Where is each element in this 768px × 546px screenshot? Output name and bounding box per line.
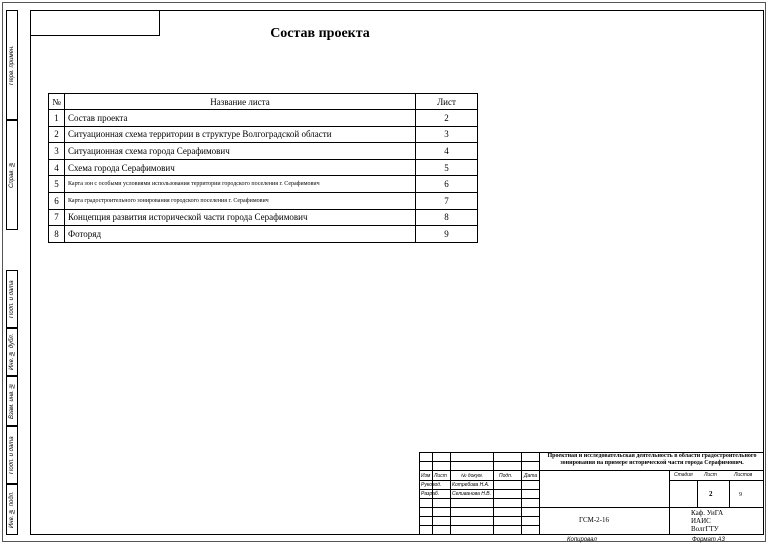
row-sheet-name: Карта зон с особыми условиями использования территории городского поселения г. Серафимович [65,176,416,193]
side-label-sign-date-2: Подп. и дата [9,436,15,474]
table-row [49,209,478,226]
row-sheet-name: Схема города Серафимович [65,159,416,176]
role-developer: Разраб. [421,491,440,497]
table-row [49,159,478,176]
row-sheet-number: 2 [416,110,478,127]
stamp-line [419,507,764,508]
title-block-stamp [419,452,764,535]
table-row [49,176,478,193]
stamp-line [521,452,522,535]
table-row [49,110,478,127]
project-title: Проектная и исследовательская деятельность в области градостроительного зонирования на примере исторической части города Серафимович. [547,453,757,466]
row-number: 3 [49,143,65,160]
row-sheet-number: 8 [416,209,478,226]
header-number: № [49,94,65,110]
row-sheet-number: 4 [416,143,478,160]
stamp-line [493,452,494,535]
col-doc: № докум. [461,473,484,479]
sheets-label: Листов [734,472,753,478]
stage-label: Стадия [674,472,693,478]
row-sheet-name: Ситуационная схема территории в структуре Волгоградской области [65,126,416,143]
row-number: 4 [49,159,65,176]
side-label-ref-no: Справ. № [9,161,15,189]
row-number: 6 [49,192,65,209]
row-sheet-name: Ситуационная схема города Серафимович [65,143,416,160]
row-number: 2 [49,126,65,143]
format-label: Формат А3 [692,537,725,543]
stamp-line [669,480,764,481]
col-sign: Подп. [499,473,513,479]
org-line-3: ВолгГТУ [691,525,719,533]
sheet-label: Лист [704,472,717,478]
stamp-line [450,452,451,535]
row-number: 5 [49,176,65,193]
copied-label: Копировал [567,537,597,543]
col-izm: Изм [421,473,431,479]
table-row [49,126,478,143]
col-list: Лист [434,473,447,479]
org-name [691,509,723,533]
row-number: 8 [49,226,65,243]
org-line-1: Каф. УиГА [691,509,724,517]
stamp-line [539,452,540,535]
side-label-dup-inv: Инв. № дубл. [9,333,15,371]
document-code: ГСМ-2-16 [579,516,610,524]
row-sheet-name: Концепция развития исторической части города Серафимович [65,209,416,226]
header-sheet: Лист [416,94,478,110]
header-sheet-name: Название листа [65,94,416,110]
developer-name: Селиванова Н.В. [452,491,492,497]
row-sheet-number: 3 [416,126,478,143]
table-row [49,143,478,160]
row-sheet-name: Фоторяд [65,226,416,243]
stamp-line [697,480,698,507]
side-label-orig-inv: Инв. № подл. [9,491,15,528]
row-sheet-number: 7 [416,192,478,209]
row-number: 1 [49,110,65,127]
org-line-2: ИАИС [691,517,711,525]
row-sheet-number: 6 [416,176,478,193]
row-number: 7 [49,209,65,226]
col-date: Дата [524,473,538,479]
role-supervisor: Руковод. [421,482,442,488]
table-row [49,226,478,243]
table-row [49,192,478,209]
sheets-value: 9 [739,492,742,498]
row-sheet-number: 5 [416,159,478,176]
row-sheet-name: Состав проекта [65,110,416,127]
side-label-replace-inv: Взам. инв. № [9,382,15,420]
page-title: Состав проекта [270,26,370,41]
stamp-line [669,470,670,535]
row-sheet-name: Карта градостроительного зонирования городского поселения г. Серафимович [65,192,416,209]
side-label-first-use: Перв. примен. [9,45,15,85]
supervisor-name: Котребова Н.А. [452,482,490,488]
side-label-sign-date-1: Подп. и дата [9,280,15,318]
table-header-row [49,94,478,110]
sheet-list-table [48,93,478,243]
stamp-line [419,470,764,471]
top-left-stamp-box [30,10,160,36]
stamp-line [419,452,420,535]
sheet-value: 2 [709,490,713,498]
stamp-line [729,480,730,507]
row-sheet-number: 9 [416,226,478,243]
